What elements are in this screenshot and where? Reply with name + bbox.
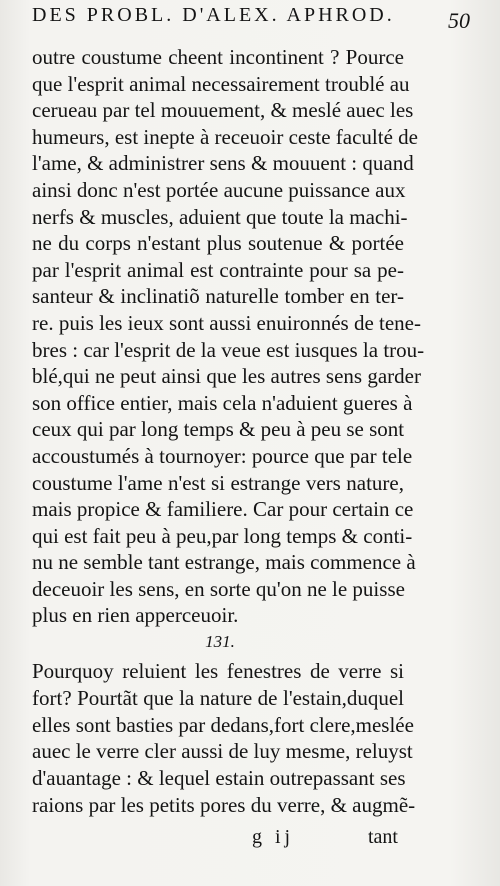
paragraph-2 (32, 658, 416, 819)
text-line: fort? Pourtãt que la nature de l'estain,duquel (32, 685, 404, 710)
text-line: ne du corps n'estant plus soutenue & portée (32, 231, 404, 256)
text-line: santeur & inclinatiõ naturelle tomber en ter- (32, 284, 404, 309)
page-number: 50 (448, 8, 470, 33)
text-line: re. puis les ieux sont aussi enuironnés de tene- (32, 310, 421, 335)
text-line: blé,qui ne peut ainsi que les autres sens garder (32, 364, 421, 389)
text-line: accoustumés à tournoyer: pource que par tele (32, 443, 413, 468)
signature-mark: g ij (252, 826, 295, 848)
text-line: l'ame, & administrer sens & mouuent : quand (32, 151, 414, 176)
text-line: auec le verre cler aussi de luy mesme, reluyst (32, 739, 413, 764)
text-line: son office entier, mais cela n'aduient gueres à (32, 390, 413, 415)
text-line: nerfs & muscles, aduient que toute la machi- (32, 204, 408, 229)
text-line: humeurs, est inepte à receuoir ceste faculté de (32, 124, 418, 149)
text-line: par l'esprit animal est contrainte pour sa pe- (32, 257, 404, 282)
problem-number: 131. (205, 632, 235, 651)
text-line: plus en rien apperceuoir. (32, 603, 239, 628)
text-line: coustume l'ame n'est si estrange vers nature, (32, 470, 404, 495)
text-line: elles sont basties par dedans,fort clere,meslée (32, 712, 414, 737)
paragraph-1 (32, 44, 425, 629)
text-line: qui est fait peu à peu,par long temps & conti- (32, 523, 413, 548)
text-line: bres : car l'esprit de la veue est iusques la trou- (32, 337, 425, 362)
text-line: d'auantage : & lequel estain outrepassant ses (32, 766, 406, 791)
text-line: ainsi donc n'est portée aucune puissance aux (32, 177, 406, 202)
text-line: que l'esprit animal necessairement troublé au (32, 71, 410, 96)
catchword: tant (368, 826, 398, 848)
text-line: deceuoir les sens, en sorte qu'on ne le puisse (32, 576, 405, 601)
text-line: ceux qui par long temps & peu à peu se sont (32, 417, 405, 442)
text-line: Pourquoy reluient les fenestres de verre si (32, 659, 404, 683)
text-line: outre coustume cheent incontinent ? Pource (32, 45, 404, 69)
text-line: raions par les petits pores du verre, & augmẽ- (32, 792, 416, 817)
text-line: cerueau par tel mouuement, & meslé auec les (32, 98, 414, 123)
running-head: DES PROBL. D'ALEX. APHROD. (32, 4, 395, 26)
text-line: mais propice & familiere. Car pour certain ce (32, 497, 414, 522)
text-line: nu ne semble tant estrange, mais commence à (32, 550, 416, 575)
